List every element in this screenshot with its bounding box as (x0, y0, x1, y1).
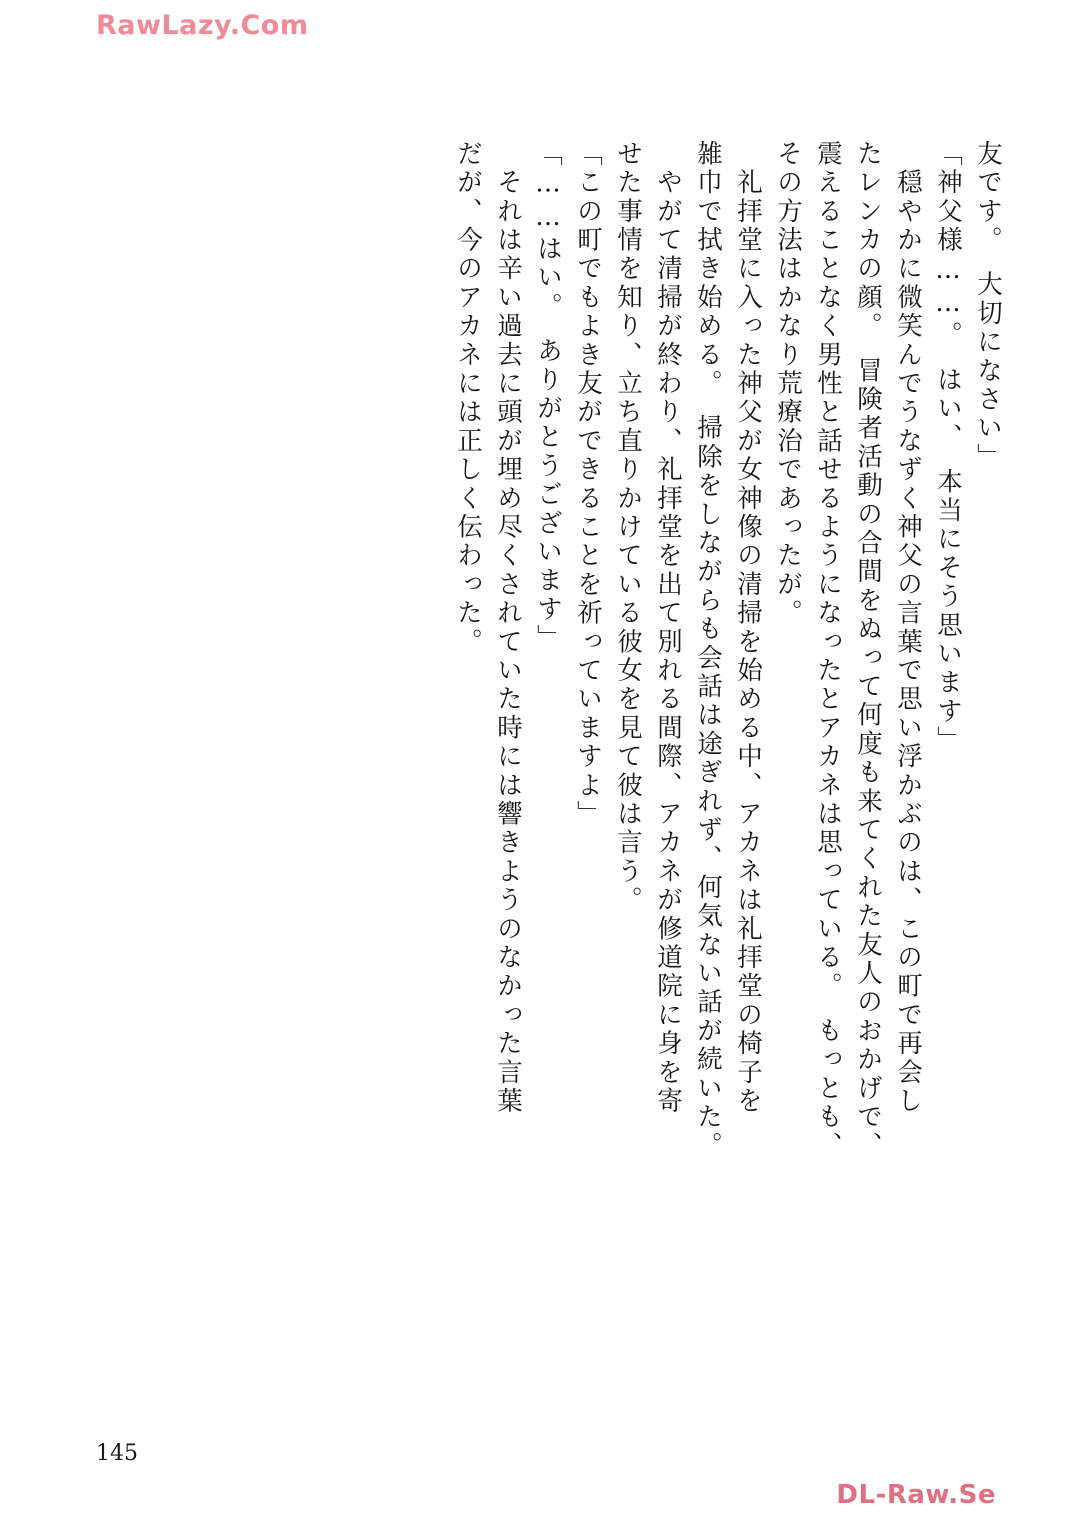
text-line: 「神父様……。 はい、 本当にそう思います」 (933, 140, 963, 755)
watermark-top: RawLazy.Com (96, 10, 309, 41)
text-line: 「この町でもよき友ができることを祈っていますよ」 (573, 140, 603, 829)
text-line: 「……はい。 ありがとうございます」 (533, 140, 563, 653)
text-line: せた事情を知り、立ち直りかけている彼女を見て彼は言う。 (613, 140, 643, 915)
text-line: 雑巾で拭き始める。 掃除をしながらも会話は途ぎれず、何気ない話が続いた。 (693, 140, 723, 1161)
text-line: それは辛い過去に頭が埋め尽くされていた時には響きようのなかった言葉 (493, 140, 523, 1116)
text-line: やがて清掃が終わり、礼拝堂を出て別れる間際、アカネが修道院に身を寄 (653, 140, 683, 1116)
text-line: 穏やかに微笑んでうなずく神父の言葉で思い浮かぶのは、この町で再会し (893, 140, 923, 1116)
page-number: 145 (96, 1441, 138, 1466)
page-text-body (96, 140, 1003, 1300)
watermark-bottom: DL-Raw.Se (836, 1480, 996, 1510)
text-line: 礼拝堂に入った神父が女神像の清掃を始める中、アカネは礼拝堂の椅子を (733, 140, 763, 1116)
text-line: 友です。 大切になさい」 (973, 140, 1003, 472)
text-line: 震えることなく男性と話せるようになったとアカネは思っている。 もっとも、 (813, 140, 843, 1161)
text-line: だが、今のアカネには正しく伝わった。 (453, 140, 483, 657)
text-line: その方法はかなり荒療治であったが。 (773, 140, 803, 628)
text-line: たレンカの顔。 冒険者活動の合間をぬって何度も来てくれた友人のおかげで、 (853, 140, 883, 1161)
